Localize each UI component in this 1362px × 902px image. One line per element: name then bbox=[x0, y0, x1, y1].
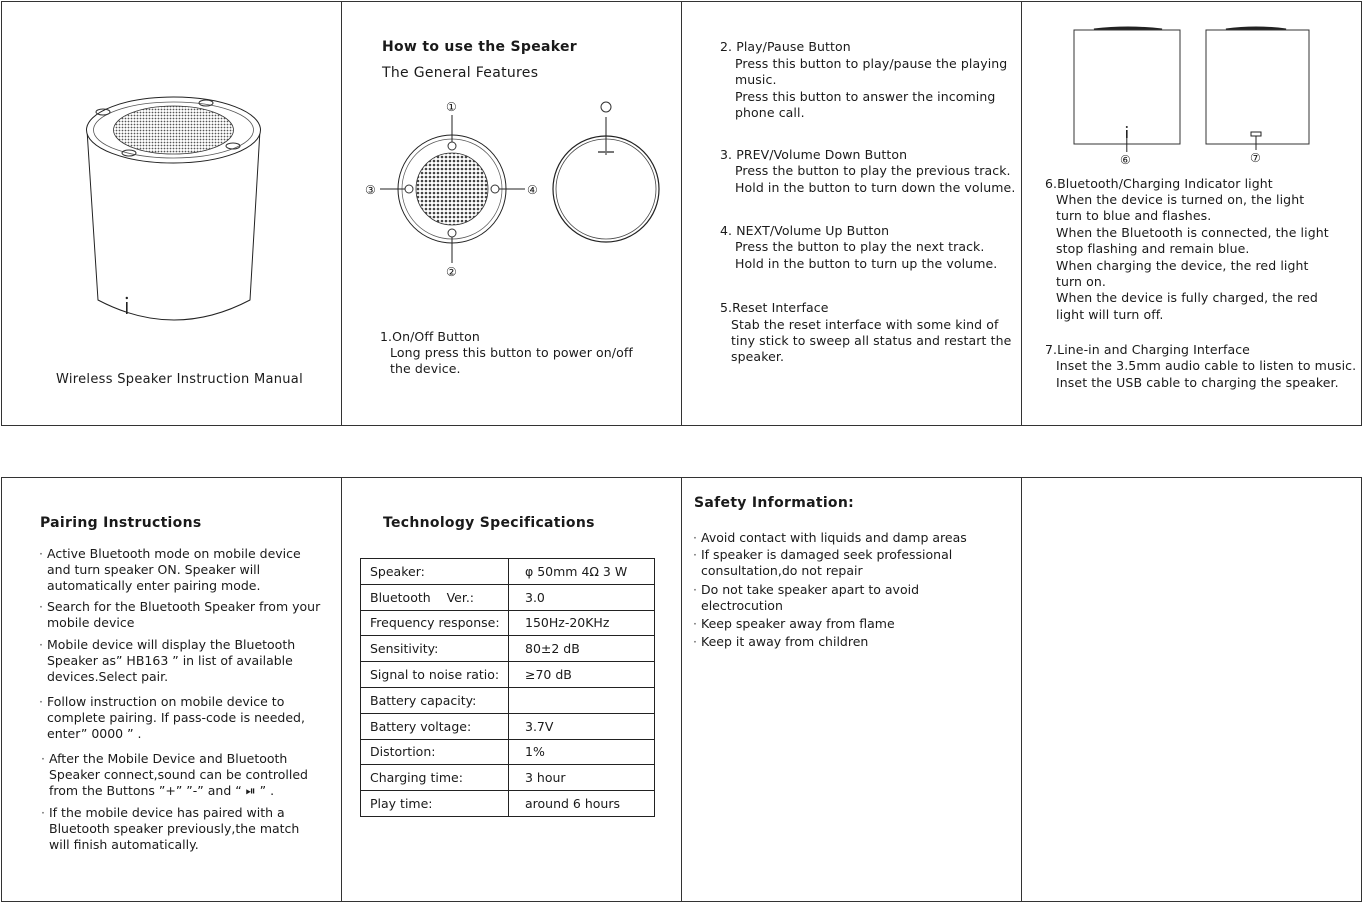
reset-title: 5.Reset Interface bbox=[720, 300, 829, 315]
reset-line: Stab the reset interface with some kind of bbox=[731, 317, 999, 332]
bt-line: When the device is turned on, the light bbox=[1056, 192, 1305, 207]
linein-title: 7.Line-in and Charging Interface bbox=[1045, 342, 1250, 357]
features-subheading: The General Features bbox=[382, 65, 539, 81]
bt-line: When the Bluetooth is connected, the light bbox=[1056, 225, 1329, 240]
pairing-item: · Search for the Bluetooth Speaker from your mobile device bbox=[47, 599, 320, 631]
onoff-line: Long press this button to power on/off bbox=[390, 345, 633, 360]
pairing-heading: Pairing Instructions bbox=[40, 515, 202, 531]
reset-line: speaker. bbox=[731, 349, 785, 364]
speaker-illustration bbox=[70, 90, 280, 340]
spec-value: around 6 hours bbox=[509, 791, 655, 817]
linein-line: Inset the USB cable to charging the speaker. bbox=[1056, 375, 1339, 390]
play-line: Press this button to play/pause the playing bbox=[735, 56, 1008, 71]
callout-2: ② bbox=[446, 265, 457, 279]
prev-title: 3. PREV/Volume Down Button bbox=[720, 147, 908, 162]
spec-value: ≥70 dB bbox=[509, 662, 655, 688]
bt-title: 6.Bluetooth/Charging Indicator light bbox=[1045, 176, 1273, 191]
safety-item: · Do not take speaker apart to avoid electrocution bbox=[701, 582, 919, 614]
spec-label: Battery capacity: bbox=[361, 687, 509, 713]
prev-line: Press the button to play the previous track. bbox=[735, 163, 1011, 178]
table-row bbox=[361, 791, 655, 817]
next-line: Press the button to play the next track. bbox=[735, 239, 985, 254]
pairing-item: · Follow instruction on mobile device to complete pairing. If pass-code is needed, enter” 0000 ” . bbox=[47, 694, 305, 743]
callout-7: ⑦ bbox=[1250, 151, 1261, 165]
spec-label: Charging time: bbox=[361, 765, 509, 791]
table-row bbox=[361, 559, 655, 585]
reset-line: tiny stick to sweep all status and restart the bbox=[731, 333, 1012, 348]
callout-3: ③ bbox=[365, 183, 376, 197]
safety-heading: Safety Information: bbox=[694, 495, 855, 511]
table-row bbox=[361, 636, 655, 662]
speaker-side-views bbox=[1066, 24, 1316, 154]
safety-item: · Avoid contact with liquids and damp areas bbox=[701, 530, 967, 546]
pairing-item: · Active Bluetooth mode on mobile device and turn speaker ON. Speaker will automatically enter pairing mode. bbox=[47, 546, 301, 595]
onoff-title: 1.On/Off Button bbox=[380, 329, 480, 344]
bt-line: stop flashing and remain blue. bbox=[1056, 241, 1250, 256]
bt-line: turn on. bbox=[1056, 274, 1106, 289]
spec-value: 150Hz-20KHz bbox=[509, 610, 655, 636]
prev-line: Hold in the button to turn down the volume. bbox=[735, 180, 1016, 195]
next-line: Hold in the button to turn up the volume. bbox=[735, 256, 998, 271]
spec-label: Bluetooth Ver.: bbox=[361, 584, 509, 610]
safety-item: · If speaker is damaged seek professional consultation,do not repair bbox=[701, 547, 952, 579]
spec-value: 3.7V bbox=[509, 713, 655, 739]
spec-label: Signal to noise ratio: bbox=[361, 662, 509, 688]
bt-line: When charging the device, the red light bbox=[1056, 258, 1309, 273]
next-title: 4. NEXT/Volume Up Button bbox=[720, 223, 890, 238]
control-diagram bbox=[360, 95, 670, 285]
bt-line: When the device is fully charged, the red bbox=[1056, 290, 1318, 305]
spec-label: Distortion: bbox=[361, 739, 509, 765]
play-line: music. bbox=[735, 72, 777, 87]
onoff-line: the device. bbox=[390, 361, 461, 376]
features-heading: How to use the Speaker bbox=[382, 39, 578, 55]
pairing-item: · After the Mobile Device and Bluetooth Speaker connect,sound can be controlled from the Buttons ”+” ”-” and “ ⏯ ” . bbox=[49, 751, 308, 800]
table-row bbox=[361, 584, 655, 610]
play-line: phone call. bbox=[735, 105, 805, 120]
specs-table bbox=[360, 558, 655, 817]
spec-label: Battery voltage: bbox=[361, 713, 509, 739]
spec-value: 3 hour bbox=[509, 765, 655, 791]
callout-1: ① bbox=[446, 100, 457, 114]
spec-value bbox=[509, 687, 655, 713]
table-row bbox=[361, 662, 655, 688]
spec-label: Frequency response: bbox=[361, 610, 509, 636]
specs-heading: Technology Specifications bbox=[383, 515, 595, 531]
table-row bbox=[361, 687, 655, 713]
bt-line: light will turn off. bbox=[1056, 307, 1164, 322]
table-row bbox=[361, 765, 655, 791]
spec-label: Speaker: bbox=[361, 559, 509, 585]
linein-line: Inset the 3.5mm audio cable to listen to music. bbox=[1056, 358, 1357, 373]
callout-4: ④ bbox=[527, 183, 538, 197]
table-row bbox=[361, 713, 655, 739]
spec-label: Play time: bbox=[361, 791, 509, 817]
safety-item: · Keep speaker away from flame bbox=[701, 616, 895, 632]
table-row bbox=[361, 610, 655, 636]
spec-label: Sensitivity: bbox=[361, 636, 509, 662]
spec-value: 1% bbox=[509, 739, 655, 765]
spec-value: φ 50mm 4Ω 3 W bbox=[509, 559, 655, 585]
spec-value: 80±2 dB bbox=[509, 636, 655, 662]
pairing-item: · If the mobile device has paired with a Bluetooth speaker previously,the match will finish automatically. bbox=[49, 805, 299, 854]
table-row bbox=[361, 739, 655, 765]
callout-6: ⑥ bbox=[1120, 153, 1131, 167]
play-title: 2. Play/Pause Button bbox=[720, 39, 851, 54]
play-line: Press this button to answer the incoming bbox=[735, 89, 996, 104]
pairing-item: · Mobile device will display the Bluetooth Speaker as” HB163 ” in list of available devices.Select pair. bbox=[47, 637, 295, 686]
safety-item: · Keep it away from children bbox=[701, 634, 868, 650]
panel-blank bbox=[1021, 477, 1362, 902]
manual-title: Wireless Speaker Instruction Manual bbox=[56, 372, 303, 387]
spec-value: 3.0 bbox=[509, 584, 655, 610]
bt-line: turn to blue and flashes. bbox=[1056, 208, 1212, 223]
